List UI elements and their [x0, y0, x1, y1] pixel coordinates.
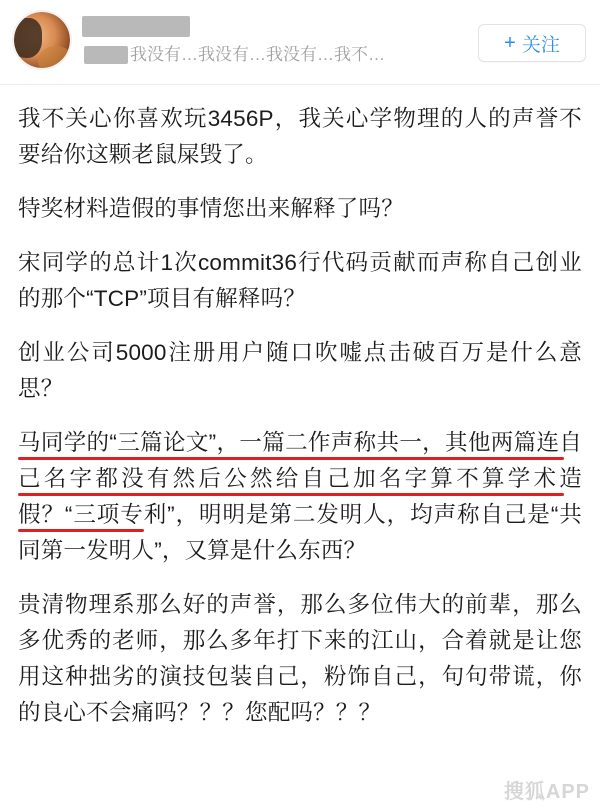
avatar-ring: [12, 10, 72, 70]
user-subtitle-row: [82, 44, 478, 66]
plus-icon: +: [504, 32, 516, 54]
username-redacted-bar: [82, 16, 190, 37]
follow-button[interactable]: [478, 24, 586, 62]
subtitle-redacted-bar: [84, 46, 128, 64]
post-paragraph: 特奖材料造假的事情您出来解释了吗？: [18, 196, 404, 221]
follow-button-label: 关注: [521, 34, 560, 56]
post-paragraph: 创业公司5000注册用户随口吹嘘点击破百万是什么意思？: [18, 340, 582, 401]
watermark: 搜狐APP: [503, 781, 590, 803]
post-header: [0, 0, 600, 84]
user-identity: [82, 10, 478, 66]
user-subtitle: 我没有…我没有…我没有…我不…: [130, 45, 385, 64]
post-paragraph-highlighted: [18, 425, 582, 569]
username-row[interactable]: [82, 14, 478, 38]
post-paragraph: 贵清物理系那么好的声誉，那么多位伟大的前辈，那么多优秀的老师，那么多年打下来的江山，合着就是让您用这种拙劣的演技包装自己，粉饰自己，句句带谎，你的良心不会痛吗？？？您配吗？？？: [18, 592, 582, 725]
red-underline-line-3: [18, 529, 144, 532]
post-paragraph: 我不关心你喜欢玩3456P，我关心学物理的人的声誉不要给你这颗老鼠屎毁了。: [18, 106, 582, 167]
post-paragraph-highlighted-text: 马同学的“三篇论文”，一篇二作声称共一，其他两篇连自己名字都没有然后公然给自己加名字算不算学术造假？“三项专利”，明明是第二发明人，均声称自己是“共同第一发明人”，又算是什么东西？: [18, 430, 582, 563]
avatar[interactable]: [14, 12, 70, 68]
post-paragraph: 宋同学的总计1次commit36行代码贡献而声称自己创业的那个“TCP”项目有解释吗？: [18, 250, 582, 311]
red-underline-line-2: [18, 493, 564, 496]
post-body: [0, 85, 600, 731]
red-underline-line-1: [18, 457, 564, 460]
